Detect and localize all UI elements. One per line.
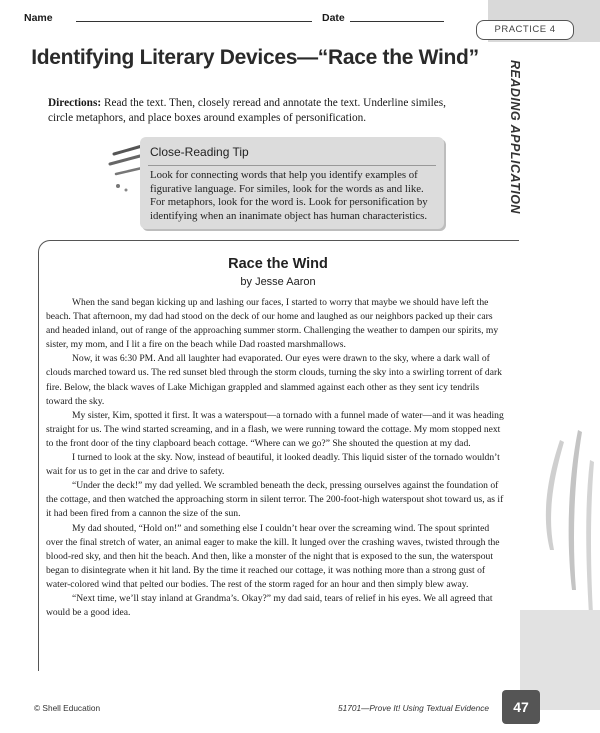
tip-divider: [148, 165, 436, 166]
footer-product: 51701—Prove It! Using Textual Evidence: [338, 703, 489, 713]
date-label: Date: [322, 12, 345, 24]
date-field[interactable]: [350, 21, 444, 22]
directions-label: Directions:: [48, 97, 102, 109]
tip-text: Look for connecting words that help you identify examples of figurative language. For similes, look for the words as and like. For metaphors, look for the word is. Look for personification by identifying when an inanimate object has human characteristics.: [150, 169, 428, 222]
name-label: Name: [24, 12, 53, 24]
page-number: 47: [502, 690, 540, 724]
directions-text: Read the text. Then, closely reread and annotate the text. Underline similes, circle metaphors, and place boxes around examples of personification.: [48, 97, 447, 124]
story-paragraph: Now, it was 6:30 PM. And all laughter had evaporated. Our eyes were drawn to the sky, where a dark wall of clouds marched toward us. The red sunset bled through the storm clouds, turning the sky into a swirling torrent of dark fire. Below, the black waves of Lake Michigan grappled and slammed against each other as they sent icy tendrils toward the sky.: [46, 353, 502, 407]
close-reading-tip: [140, 137, 444, 229]
story-paragraph: “Next time, we’ll stay inland at Grandma’s. Okay?” my dad said, tears of relief in his eyes. We all agreed that would be a good idea.: [46, 592, 493, 619]
tip-title: Close-Reading Tip: [150, 145, 249, 159]
directions: [48, 96, 468, 126]
side-section-label: [508, 60, 548, 214]
story-paragraph: When the sand began kicking up and lashing our faces, I started to worry that maybe we should have left the beach. That afternoon, my dad had stood on the deck of our home and laughed as our neighbors packed up their cars and headed inland, out of range of the approaching summer storm. Challenging the weather to dampen our spirits, my sister, my mom, and I lit a fire on the beach while Dad roasted marshmallows.: [46, 297, 499, 351]
decorative-swash: [520, 430, 600, 710]
page-title: Identifying Literary Devices—“Race the Wind”: [31, 46, 479, 69]
practice-tab: PRACTICE 4: [476, 20, 574, 40]
story-title: Race the Wind: [228, 256, 328, 272]
footer-publisher: © Shell Education: [34, 703, 101, 713]
story-body: [46, 296, 508, 620]
story-paragraph: “Under the deck!” my dad yelled. We scrambled beneath the deck, pressing ourselves against the foundation of the cottage, and then watched the approaching storm in silent terror. The 200-foot-high waterspout shot toward us, as if it had been fired from a cannon the size of the sun.: [46, 480, 504, 520]
story-paragraph: My sister, Kim, spotted it first. It was a waterspout—a tornado with a funnel made of water—and it was heading straight for us. The wind started screaming, and in a flash, we were running toward the cottage. My mom stopped next to the front door of the tiny clapboard beach cottage. “Where can we go?” She shouted the question at my dad.: [46, 409, 504, 449]
story-paragraph: I turned to look at the sky. Now, instead of beautiful, it looked deadly. This liquid sister of the tornado wouldn’t wait for us to get in the car and drive to safety.: [46, 452, 500, 478]
name-field[interactable]: [76, 21, 312, 22]
side-label-text: READING APPLICATION: [508, 60, 522, 214]
story-paragraph: My dad shouted, “Hold on!” and something else I couldn’t hear over the screaming wind. The spout sprinted over the final stretch of water, an animal eager to make the kill. It lunged over the crashing waves, twisted through the blood-red sky, and then hit the beach. And then, like a monster of the night that is exposed to the sun, the waterspout began to disintegrate when it hit land. By the time it reached our cottage, it was nothing more than a strong gust of water-colored wind that pelted our bodies. The rest of the storm raged for an hour and then simply blew away.: [46, 522, 500, 590]
story-author: by Jesse Aaron: [240, 276, 316, 288]
